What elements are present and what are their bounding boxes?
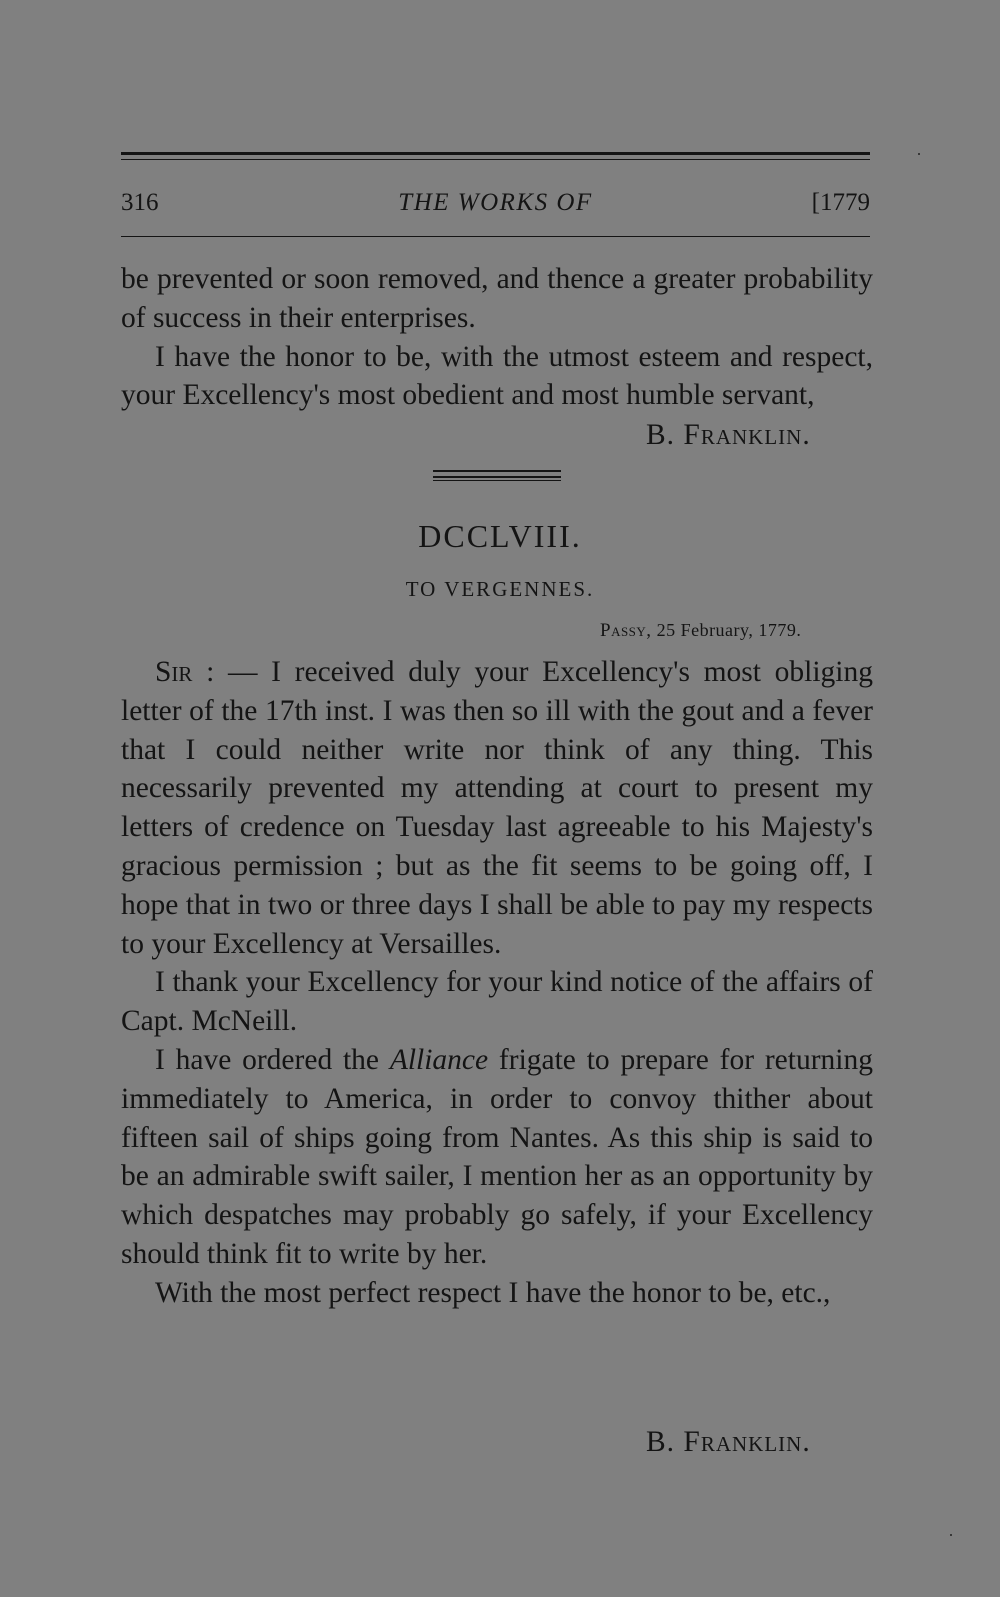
dateline [600,620,801,642]
dateline-place: Passy, [600,620,652,641]
section-divider [433,470,561,472]
previous-letter-ending [121,260,873,415]
previous-letter-closing: I have the honor to be, with the utmost esteem and respect, your Excellency's most obedient and most humble servant, [121,340,873,412]
running-year: [1779 [811,189,870,216]
letter-paragraph-2: I thank your Excellency for your kind notice of the affairs of Capt. McNeill. [121,966,873,1038]
letter-paragraph-1 [121,653,873,963]
running-head [121,186,870,220]
previous-letter-signature: B. Franklin. [646,419,811,451]
letter-number: DCCLVIII. [418,518,582,554]
top-rule [121,152,870,155]
letter-paragraph-3 [121,1041,873,1274]
section-divider-2 [433,476,561,478]
section-divider-3 [433,480,561,481]
letter-body [121,653,873,1313]
ship-name: Alliance [389,1043,489,1076]
paper-speck [918,153,920,155]
paragraph-3-rest: frigate to prepare for returning immediately to America, in order to convoy thither about fifteen sail of ships going from Nantes. As this ship is said to be an admirable swift sailer, I mention her as an opportunity by which despatches may probably go safely, if your Excellency should think fit to write by her. [121,1043,873,1270]
paragraph-3-start: I have ordered the [155,1043,390,1076]
salutation: Sir [155,656,193,688]
header-rule [121,236,870,237]
top-rule-thin [121,159,870,160]
previous-letter-paragraph: be prevented or soon removed, and thence a greater probability of success in their enterprises. [121,263,873,334]
running-title: THE WORKS OF [398,189,593,216]
page-number: 316 [121,189,159,216]
dateline-date: 25 February, 1779. [656,620,802,640]
letter-paragraph-4: With the most perfect respect I have the honor to be, etc., [155,1276,831,1309]
paragraph-1-text: : — I received duly your Excellency's most obliging letter of the 17th inst. I was then so ill with the gout and a fever that I could neither write nor think of any thing. This necessarily prevented my attending at court to present my letters of credence on Tuesday last agreeable to his Majesty's gracious permission ; but as the fit seems to be going off, I hope that in two or three days I shall be able to pay my respects to your Excellency at Versailles. [121,656,873,960]
paper-speck [950,1534,952,1536]
letter-recipient: TO VERGENNES. [405,577,595,601]
letter-signature: B. Franklin. [646,1426,811,1458]
